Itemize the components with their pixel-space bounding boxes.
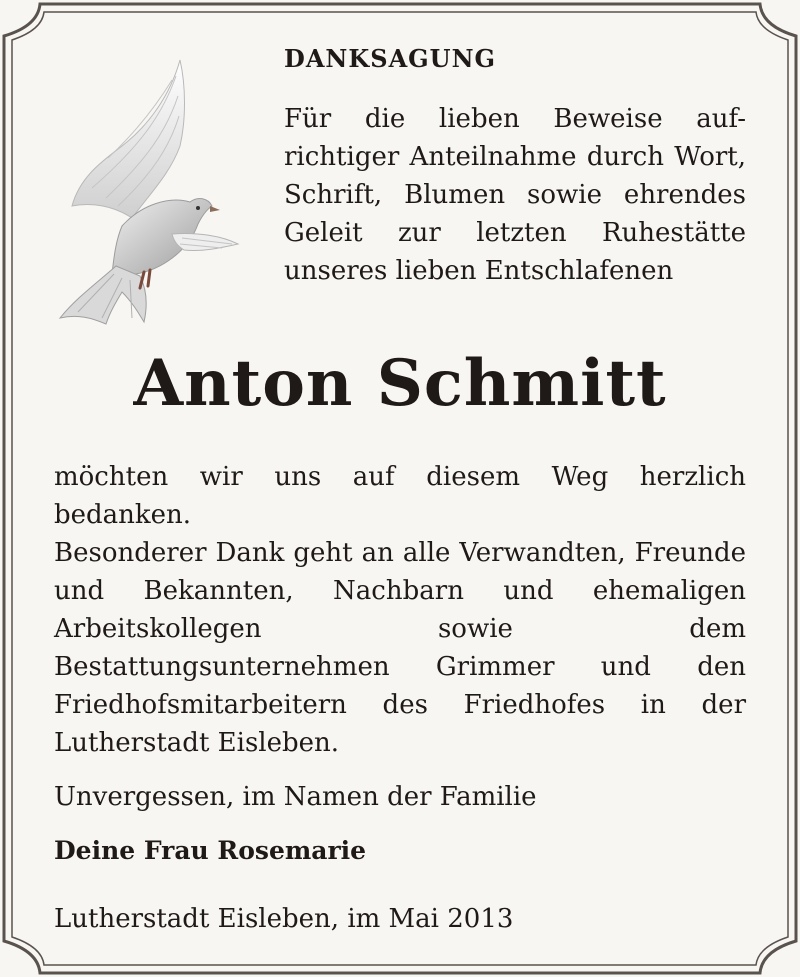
thanks-paragraph-1: möchten wir uns auf diesem Weg herzlich bedanken. [54,462,746,530]
dove-icon [52,56,244,326]
deceased-name: Anton Schmitt [133,346,667,421]
signature: Deine Frau Rosemarie [54,836,367,865]
intro-paragraph: Für die lieben Beweise auf- richtiger Anteilnahme durch Wort, Schrift, Blumen sowie ehrendes Geleit zur letzten Ruhestätte unseres lieben Entschlafenen [284,104,746,286]
closing-line: Unvergessen, im Namen der Familie [54,782,537,812]
notice-heading: DANKSAGUNG [284,44,497,73]
place-and-date: Lutherstadt Eisleben, im Mai 2013 [54,904,514,934]
thanks-text [54,458,746,762]
thanks-paragraph-2: Besonderer Dank geht an alle Verwandten, Freunde und Bekannten, Nachbarn und ehemaligen Arbeitskollegen sowie dem Bestattungsunternehmen Grimmer und den Friedhofsmitarbeitern des Friedhofes in der Lutherstadt Eisleben. [54,538,746,758]
